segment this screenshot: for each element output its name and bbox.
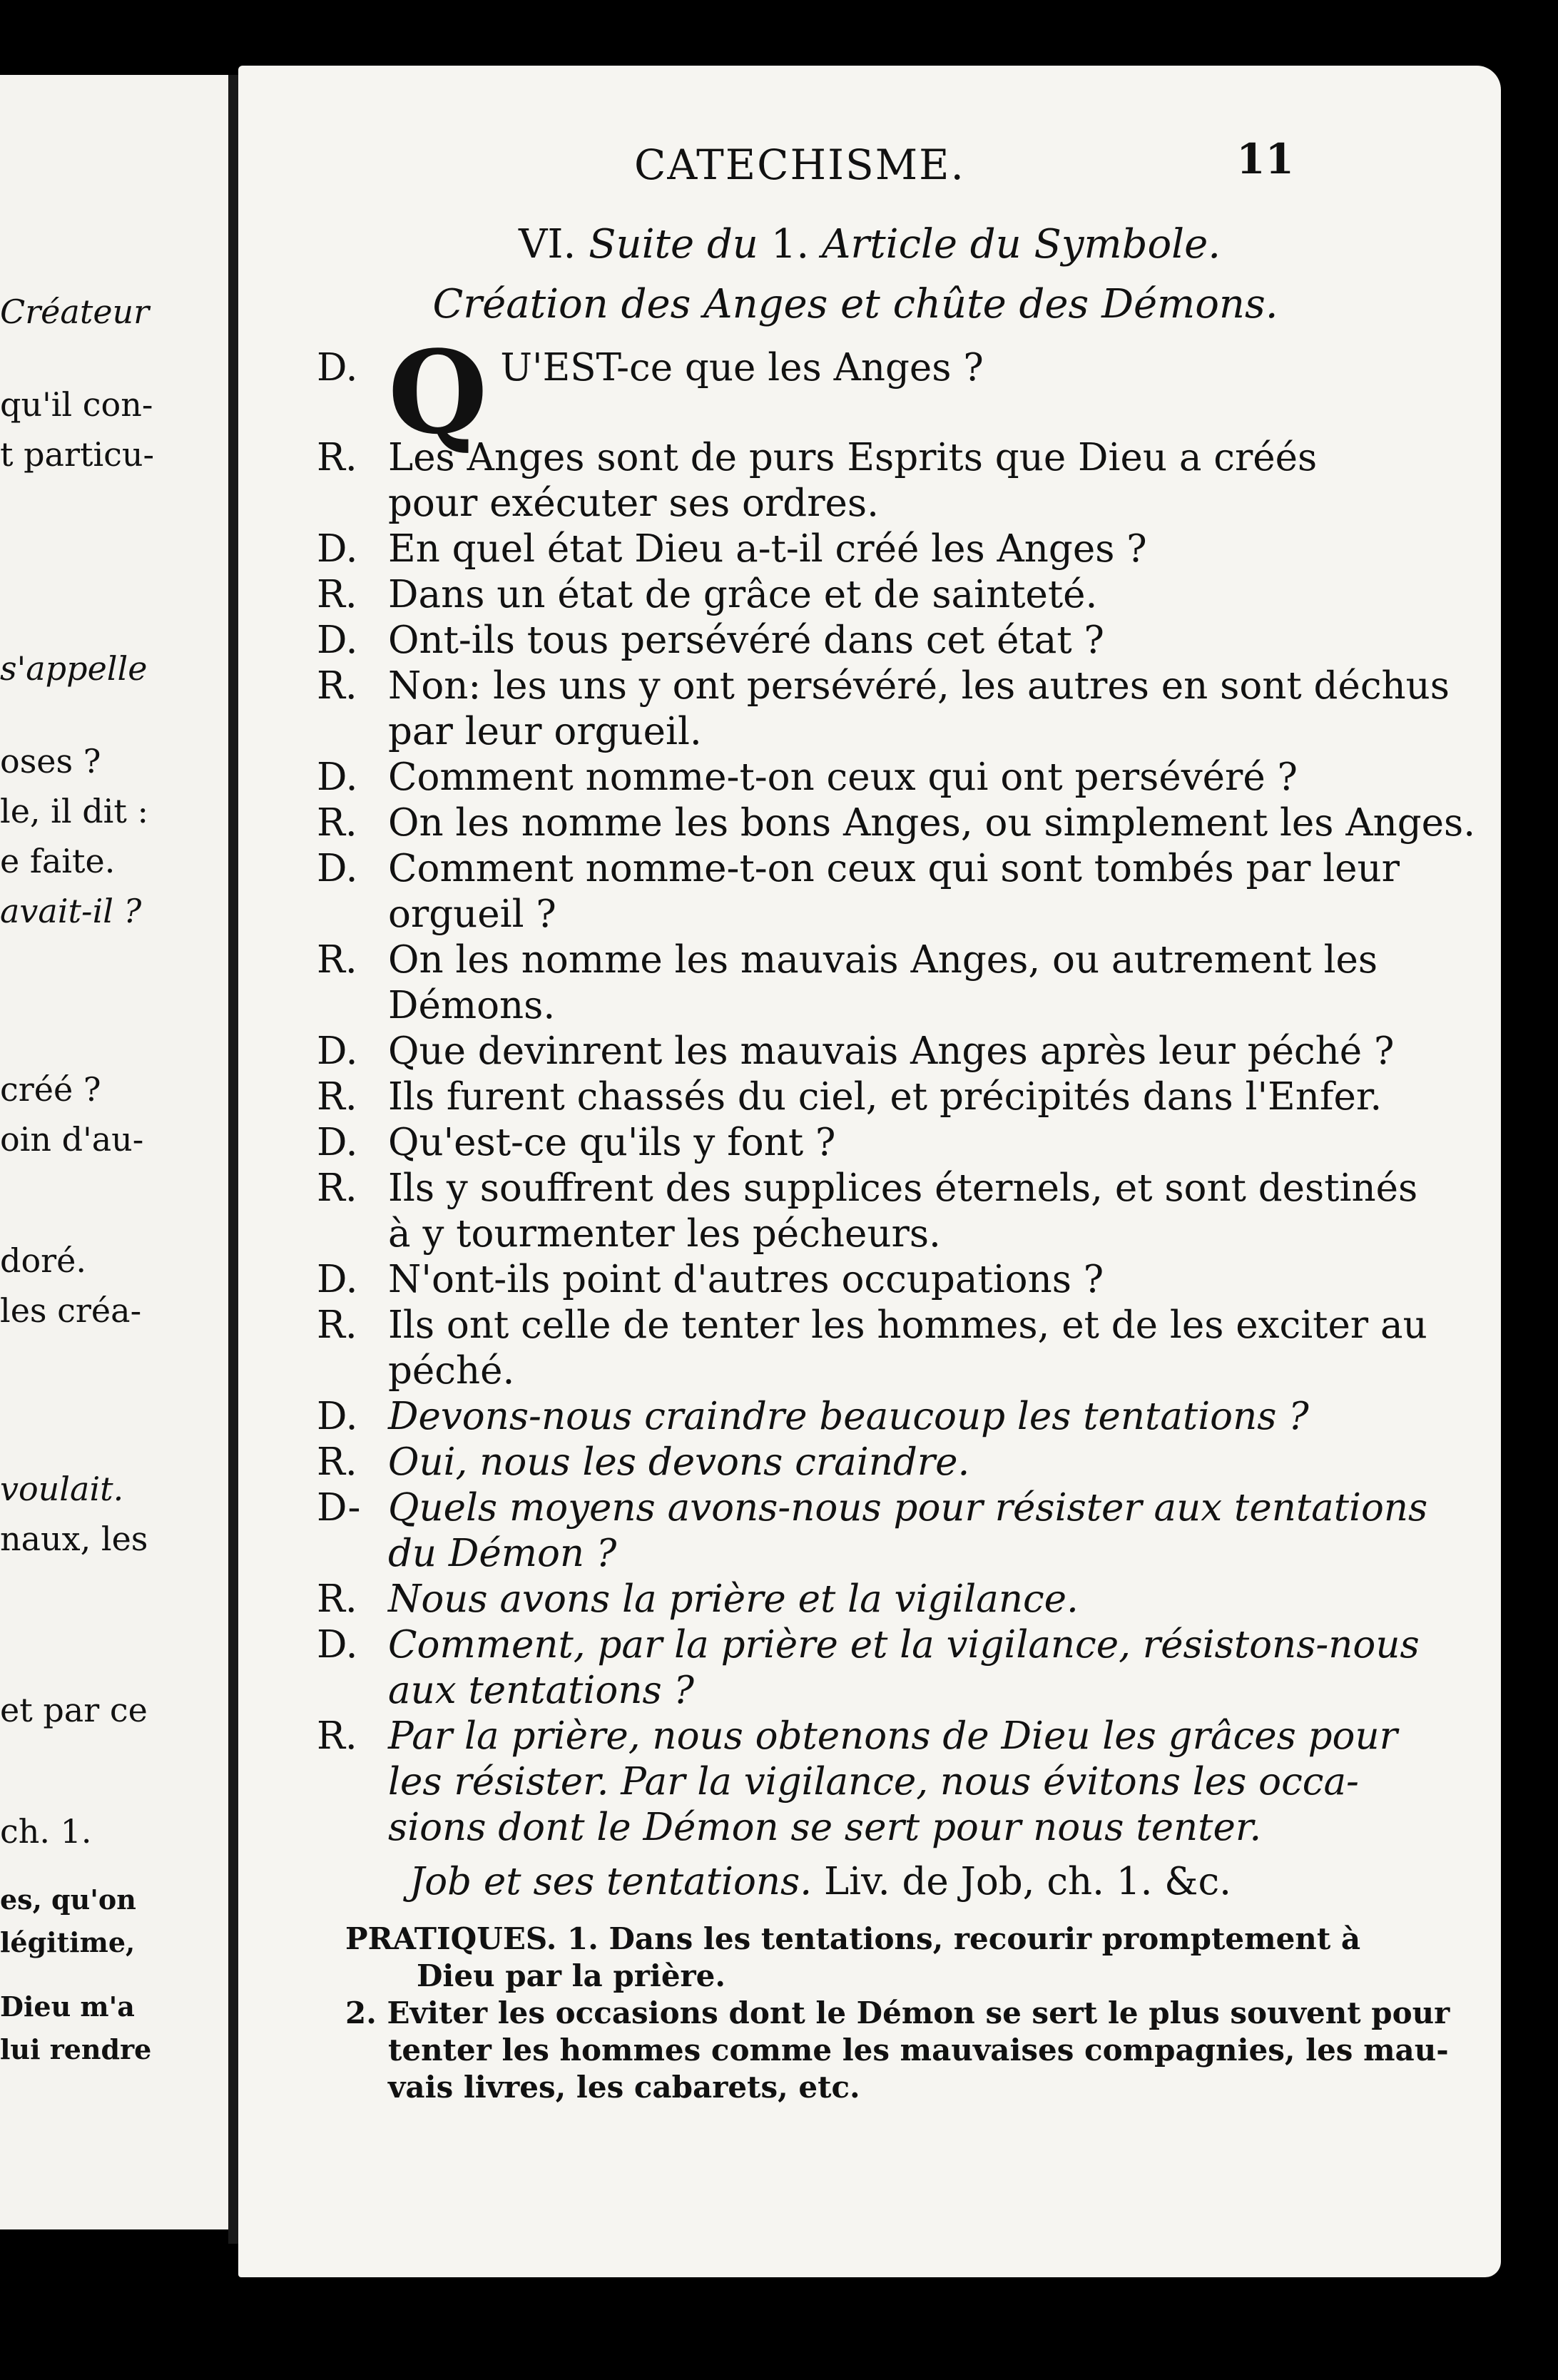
- qa-label: D.: [317, 619, 358, 662]
- qa-line: Ils furent chassés du ciel, et précipités dans l'Enfer.: [388, 1075, 1383, 1119]
- qa-entry: [317, 1714, 1487, 1851]
- qa-line: Par la prière, nous obtenons de Dieu les grâces pour: [388, 1714, 1397, 1758]
- qa-line: Démons.: [388, 984, 556, 1027]
- facing-page-line: oses ?: [0, 742, 101, 780]
- qa-entry: [317, 527, 1487, 572]
- section-number: VI.: [518, 221, 576, 268]
- qa-entry: [317, 435, 1487, 527]
- page-number: 11: [1236, 135, 1294, 183]
- qa-entry: [317, 572, 1487, 618]
- section-title: [238, 221, 1501, 268]
- qa-line: Comment, par la prière et la vigilance, résistons-nous: [388, 1623, 1420, 1667]
- practices-heading: PRATIQUES.: [345, 1921, 557, 1956]
- qa-text: [388, 572, 1487, 618]
- qa-label: D.: [317, 1258, 358, 1301]
- qa-label: D.: [317, 1029, 358, 1073]
- qa-text: [388, 1074, 1487, 1120]
- qa-entry: [317, 663, 1487, 755]
- qa-entry: [317, 1485, 1487, 1577]
- qa-line: Dans un état de grâce et de sainteté.: [388, 573, 1098, 616]
- qa-line: aux tentations ?: [388, 1669, 694, 1712]
- qa-line: Comment nomme-t-on ceux qui sont tombés par leur: [388, 847, 1400, 890]
- facing-page-line: Dieu m'a: [0, 1990, 135, 2023]
- qa-line: Ils y souffrent des supplices éternels, et sont destinés: [388, 1166, 1418, 1210]
- qa-text: [388, 663, 1487, 755]
- page-gutter: [228, 75, 238, 2244]
- qa-line: N'ont-ils point d'autres occupations ?: [388, 1258, 1104, 1301]
- facing-page-line: naux, les: [0, 1520, 148, 1558]
- qa-text: [388, 1714, 1487, 1851]
- qa-entry: [317, 1074, 1487, 1120]
- qa-label: R.: [317, 1075, 357, 1119]
- qa-label: D.: [317, 1121, 358, 1164]
- qa-line: On les nomme les bons Anges, ou simplement les Anges.: [388, 801, 1476, 845]
- facing-page-line: le, il dit :: [0, 792, 148, 830]
- qa-line: du Démon ?: [388, 1532, 617, 1575]
- reference-source: Liv. de Job, ch. 1. &c.: [823, 1860, 1231, 1903]
- qa-entry: [317, 1120, 1487, 1166]
- qa-text: [388, 618, 1487, 663]
- qa-text: [388, 1120, 1487, 1166]
- qa-text: [388, 527, 1487, 572]
- facing-page-line: voulait.: [0, 1470, 124, 1508]
- scripture-reference: [409, 1860, 1231, 1903]
- section-title-number: 1.: [770, 221, 810, 268]
- qa-text: [388, 1577, 1487, 1622]
- reference-title: Job et ses tentations.: [409, 1860, 813, 1903]
- section-title-part2: Article du Symbole.: [821, 221, 1221, 268]
- facing-page: [0, 75, 230, 2229]
- facing-page-line: les créa-: [0, 1291, 142, 1330]
- qa-label: D.: [317, 847, 358, 890]
- qa-text: [388, 755, 1487, 800]
- practices-block: [345, 1921, 1472, 2106]
- qa-line: péché.: [388, 1349, 515, 1393]
- facing-page-line: oin d'au-: [0, 1120, 144, 1159]
- practice-1-continued: Dieu par la prière.: [417, 1958, 726, 1993]
- page: [238, 66, 1501, 2277]
- facing-page-line: e faite.: [0, 842, 116, 880]
- qa-label: R.: [317, 664, 357, 708]
- qa-line: U'EST-ce que les Anges ?: [500, 346, 984, 390]
- qa-line: sions dont le Démon se sert pour nous tenter.: [388, 1806, 1262, 1849]
- qa-text: [388, 1257, 1487, 1303]
- qa-text: [388, 937, 1487, 1029]
- qa-label: R.: [317, 1577, 357, 1621]
- qa-text: [388, 1166, 1487, 1257]
- running-head: CATECHISME.: [634, 141, 965, 189]
- qa-entry: [317, 1257, 1487, 1303]
- qa-label: R.: [317, 801, 357, 845]
- facing-page-line: avait-il ?: [0, 892, 142, 930]
- qa-label: D.: [317, 346, 358, 390]
- qa-line: Oui, nous les devons craindre.: [388, 1440, 970, 1484]
- facing-page-line: lui rendre: [0, 2033, 152, 2065]
- qa-label: R.: [317, 1714, 357, 1758]
- qa-entry: [317, 1029, 1487, 1074]
- qa-line: Nous avons la prière et la vigilance.: [388, 1577, 1079, 1621]
- qa-line: Non: les uns y ont persévéré, les autres en sont déchus: [388, 664, 1450, 708]
- facing-page-line: légitime,: [0, 1926, 136, 1958]
- drop-cap: Q: [388, 325, 488, 459]
- qa-text: [388, 1029, 1487, 1074]
- facing-page-line: s'appelle: [0, 649, 148, 688]
- practice-2-continued: tenter les hommes comme les mauvaises compagnies, les mau-: [388, 2033, 1449, 2068]
- facing-page-line: créé ?: [0, 1070, 101, 1109]
- section-subtitle: Création des Anges et chûte des Démons.: [432, 281, 1278, 327]
- facing-page-line: es, qu'on: [0, 1883, 136, 1916]
- qa-entry: [317, 800, 1487, 846]
- qa-entry: [317, 937, 1487, 1029]
- facing-page-line: doré.: [0, 1241, 86, 1280]
- qa-label: R.: [317, 573, 357, 616]
- qa-line: Quels moyens avons-nous pour résister aux tentations: [388, 1486, 1428, 1530]
- qa-label: R.: [317, 938, 357, 982]
- qa-entry: [317, 755, 1487, 800]
- qa-label: D-: [317, 1486, 361, 1530]
- qa-entry: [317, 1166, 1487, 1257]
- qa-entry: [317, 1577, 1487, 1622]
- qa-label: D.: [317, 1623, 358, 1667]
- qa-text: [388, 1440, 1487, 1485]
- practice-1: 1. Dans les tentations, recourir promptement à: [566, 1921, 1361, 1956]
- qa-text: [388, 1622, 1487, 1714]
- qa-text: [388, 846, 1487, 937]
- qa-label: R.: [317, 1303, 357, 1347]
- qa-entry: [317, 1394, 1487, 1440]
- qa-line: Comment nomme-t-on ceux qui ont persévéré ?: [388, 756, 1298, 799]
- facing-page-line: et par ce: [0, 1691, 148, 1729]
- page-header: [238, 135, 1501, 198]
- qa-line: On les nomme les mauvais Anges, ou autrement les: [388, 938, 1378, 982]
- qa-text: [388, 1303, 1487, 1394]
- qa-line: Ont-ils tous persévéré dans cet état ?: [388, 619, 1104, 662]
- qa-text: [388, 435, 1487, 527]
- qa-entry: [317, 846, 1487, 937]
- qa-line: Les Anges sont de purs Esprits que Dieu a créés: [388, 436, 1318, 479]
- qa-label: D.: [317, 527, 358, 571]
- qa-text: [388, 1394, 1487, 1440]
- qa-entry: [317, 1303, 1487, 1394]
- qa-line: Que devinrent les mauvais Anges après leur péché ?: [388, 1029, 1395, 1073]
- qa-label: R.: [317, 1440, 357, 1484]
- qa-entry: [317, 1622, 1487, 1714]
- question-answer-list: [317, 325, 1487, 1851]
- qa-line: En quel état Dieu a-t-il créé les Anges ?: [388, 527, 1147, 571]
- facing-page-line: t particu-: [0, 435, 155, 474]
- qa-line: orgueil ?: [388, 892, 556, 936]
- qa-label: R.: [317, 1166, 357, 1210]
- qa-entry: [317, 618, 1487, 663]
- qa-line: à y tourmenter les pécheurs.: [388, 1212, 941, 1256]
- practice-2: 2. Eviter les occasions dont le Démon se sert le plus souvent pour: [345, 1995, 1450, 2030]
- facing-page-line: Créateur: [0, 293, 150, 331]
- qa-line: Ils ont celle de tenter les hommes, et de les exciter au: [388, 1303, 1427, 1347]
- qa-line: pour exécuter ses ordres.: [388, 482, 879, 525]
- qa-label: R.: [317, 436, 357, 479]
- qa-line: Qu'est-ce qu'ils y font ?: [388, 1121, 836, 1164]
- qa-line: les résister. Par la vigilance, nous évitons les occa-: [388, 1760, 1359, 1804]
- qa-text: [388, 1485, 1487, 1577]
- qa-line: Devons-nous craindre beaucoup les tentations ?: [388, 1395, 1309, 1438]
- section-title-part1: Suite du: [589, 221, 758, 268]
- practice-2-continued-2: vais livres, les cabarets, etc.: [388, 2070, 860, 2105]
- qa-line: par leur orgueil.: [388, 710, 702, 753]
- qa-text: [388, 800, 1487, 846]
- facing-page-line: qu'il con-: [0, 385, 153, 424]
- qa-entry: [317, 1440, 1487, 1485]
- facing-page-line: ch. 1.: [0, 1812, 92, 1851]
- qa-label: D.: [317, 756, 358, 799]
- qa-label: D.: [317, 1395, 358, 1438]
